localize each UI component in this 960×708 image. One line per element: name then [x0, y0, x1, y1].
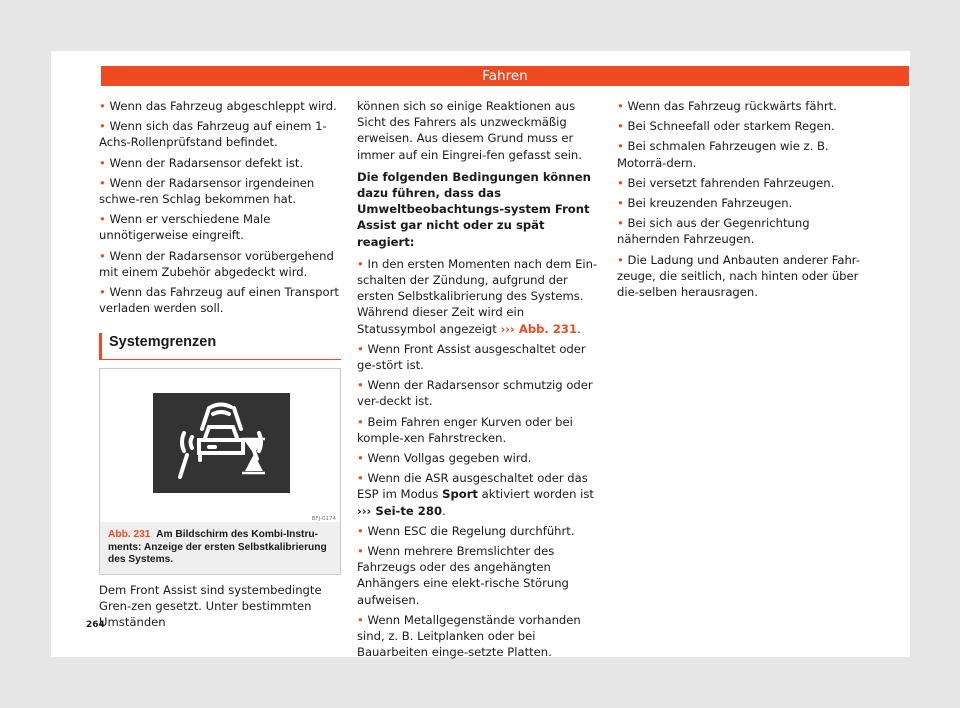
paragraph: können sich so einige Reaktionen aus Sicht des Fahrers als unzweckmäßig erweisen. Aus diesem Grund muss er immer auf ein Eingrei-fen gefasst sein. [357, 99, 582, 162]
bullet-dot-icon: • [99, 155, 106, 170]
list-item: • Wenn das Fahrzeug abgeschleppt wird. [99, 99, 337, 113]
list-item: • Wenn das Fahrzeug rückwärts fährt. [617, 99, 837, 113]
list-item: • Wenn die ASR ausgeschaltet oder das ESP im Modus Sport aktiviert worden ist ››› Sei-te 280. [357, 471, 594, 518]
bullet-dot-icon: • [357, 256, 364, 271]
front-assist-calibration-icon [153, 393, 290, 493]
list-item: • Wenn der Radarsensor irgendeinen schwe-ren Schlag bekommen hat. [99, 175, 315, 207]
bullet-dot-icon: • [617, 119, 624, 134]
instrument-screen [153, 393, 290, 493]
bullet-dot-icon: • [357, 378, 364, 393]
list-item: • Wenn das Fahrzeug auf einen Transport verladen werden soll. [99, 285, 339, 316]
page-reference-link[interactable]: ››› Sei-te 280 [357, 503, 443, 518]
bullet-dot-icon: • [357, 451, 364, 466]
figure [99, 368, 341, 575]
manual-page [51, 51, 910, 660]
list-item: • Die Ladung und Anbauten anderer Fahr-zeuge, die seitlich, nach hinten oder über die-selben herausragen. [617, 252, 861, 300]
bullet-dot-icon: • [99, 248, 106, 263]
bullet-dot-icon: • [617, 139, 624, 154]
chapter-header: Fahren [101, 66, 909, 86]
figure-reference-link[interactable]: ››› Abb. 231 [500, 321, 578, 336]
bullet-dot-icon: • [357, 523, 364, 538]
list-item: • Wenn sich das Fahrzeug auf einem 1-Achs-Rollenprüfstand befindet. [99, 119, 327, 150]
figure-code: BFJ-0174 [311, 516, 336, 522]
bullet-dot-icon: • [617, 252, 624, 267]
caption-text: Am Bildschirm des Kombi-Instru-ments: Anzeige der ersten Selbstkalibrierung des Systems. [108, 529, 327, 565]
list-item: • Wenn Front Assist ausgeschaltet oder ge-stört ist. [357, 341, 586, 373]
bullet-dot-icon: • [357, 341, 364, 356]
bullet-dot-icon: • [99, 175, 106, 190]
list-item: • Bei kreuzenden Fahrzeugen. [617, 196, 793, 211]
list-item: • Wenn der Radarsensor schmutzig oder ver-deckt ist. [357, 378, 593, 409]
list-item: • Beim Fahren enger Kurven oder bei komple-xen Fahrstrecken. [357, 414, 573, 445]
column-middle [357, 98, 603, 665]
list-item: • Bei Schneefall oder starkem Regen. [617, 119, 835, 134]
figure-caption [100, 522, 340, 574]
bullet-dot-icon: • [357, 612, 364, 627]
list-item: • Bei schmalen Fahrzeugen wie z. B. Motorrä-dern. [617, 139, 829, 170]
paragraph: Dem Front Assist sind systembedingte Gren-zen gesetzt. Unter bestimmten Umständen [99, 583, 322, 630]
list-item: • Wenn der Radarsensor defekt ist. [99, 155, 304, 170]
figure-image [100, 369, 340, 522]
bullet-dot-icon: • [99, 212, 106, 227]
list-item: • Wenn Vollgas gegeben wird. [357, 451, 532, 466]
list-item: • Wenn er verschiedene Male unnötigerweise eingreift. [99, 212, 271, 243]
bullet-dot-icon: • [99, 119, 106, 134]
bullet-dot-icon: • [617, 99, 624, 113]
bullet-dot-icon: • [99, 285, 106, 300]
list-item: • Wenn mehrere Bremslichter des Fahrzeugs oder des angehängten Anhängers eine elekt-rische Störung aufweisen. [357, 544, 569, 607]
list-item: • Bei versetzt fahrenden Fahrzeugen. [617, 175, 835, 190]
list-item: • Bei sich aus der Gegenrichtung nähernden Fahrzeugen. [617, 216, 810, 247]
list-item: • In den ersten Momenten nach dem Ein-schalten der Zündung, aufgrund der ersten Selbstkalibrierung des Systems. Während dieser Zeit wird ein Statussymbol angezeigt ››› Abb. 231. [357, 256, 598, 336]
list-item: • Wenn der Radarsensor vorübergehend mit einem Zubehör abgedeckt wird. [99, 248, 334, 279]
section-heading: Systemgrenzen [99, 333, 341, 360]
bullet-dot-icon: • [617, 216, 624, 231]
bullet-dot-icon: • [357, 471, 364, 486]
caption-label: Abb. 231 [108, 529, 151, 540]
bullet-dot-icon: • [617, 175, 624, 190]
list-item: • Wenn Metallgegenstände vorhanden sind, z. B. Leitplanken oder bei Bauarbeiten einge-setzte Platten. [357, 612, 581, 660]
list-item: • Wenn ESC die Regelung durchführt. [357, 523, 575, 538]
bullet-dot-icon: • [357, 414, 364, 429]
column-left [99, 98, 341, 320]
bullet-dot-icon: • [99, 99, 106, 113]
bullet-dot-icon: • [357, 544, 364, 559]
bold-paragraph: Die folgenden Bedingungen können dazu führen, dass das Umweltbeobachtungs-system Front Assist gar nicht oder zu spät reagiert: [357, 169, 591, 249]
bullet-dot-icon: • [617, 196, 624, 211]
column-right [617, 98, 861, 304]
page-number: 264 [86, 620, 105, 630]
